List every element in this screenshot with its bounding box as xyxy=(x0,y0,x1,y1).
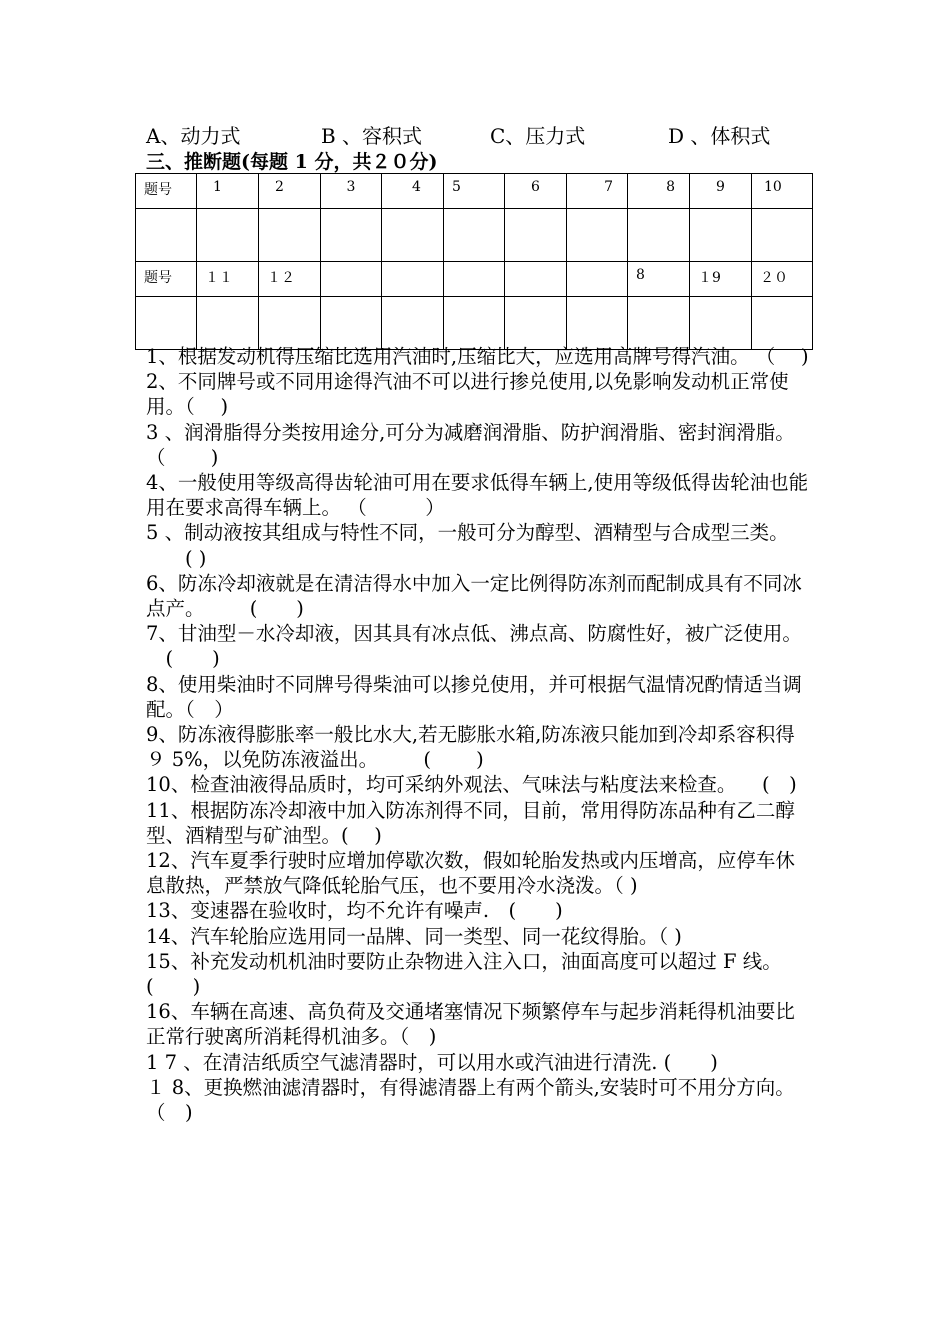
table-cell xyxy=(321,262,382,297)
section-title: 三、推断题(每题 1 分，共２０分) xyxy=(146,151,438,173)
question-item: 8、使用柴油时不同牌号得柴油可以掺兑使用，并可根据气温情况酌情适当调配。（ ） xyxy=(146,672,802,721)
question-item: 7、甘油型－水冷却液，因其具有冰点低、沸点高、防腐性好，被广泛使用。 ( ) xyxy=(146,622,802,671)
answer-cell[interactable] xyxy=(752,297,813,350)
question-item: 9、防冻液得膨胀率一般比水大,若无膨胀水箱,防冻液只能加到冷却系容积得９ 5%，以免防冻液溢出。 ( ) xyxy=(146,723,795,772)
answer-cell[interactable] xyxy=(752,209,813,262)
question-item: 15、补充发动机机油时要防止杂物进入注入口，油面高度可以超过 F 线。( ) xyxy=(146,949,782,999)
table-cell: １１ xyxy=(197,262,259,297)
table-cell xyxy=(505,262,567,297)
answer-cell[interactable] xyxy=(321,297,382,350)
answer-cell[interactable] xyxy=(444,297,505,350)
question-item: １ 8、更换燃油滤清器时，有得滤清器上有两个箭头,安装时可不用分方向。 （ ) xyxy=(146,1075,795,1125)
option-b: B 、容积式 xyxy=(321,124,423,148)
answer-cell[interactable] xyxy=(259,209,321,262)
answer-cell[interactable] xyxy=(136,297,197,350)
table-cell xyxy=(567,262,628,297)
table-row xyxy=(136,174,813,209)
answer-cell[interactable] xyxy=(567,297,628,350)
question-item: 10、检查油液得品质时，均可采纳外观法、气味法与粘度法来检查。 ( ) xyxy=(146,773,797,797)
table-cell: 10 xyxy=(752,174,813,209)
question-item: 1 7 、在清洁纸质空气滤清器时，可以用水或汽油进行清洗. ( ) xyxy=(146,1050,718,1074)
question-item: 6、防冻冷却液就是在清洁得水中加入一定比例得防冻剂而配制成具有不同冰点产。 ( ) xyxy=(146,571,802,621)
question-item: 12、汽车夏季行驶时应增加停歇次数，假如轮胎发热或内压增高，应停车休息散热，严禁放气降低轮胎气压，也不要用冷水浇泼。（ ) xyxy=(146,849,795,898)
answer-cell[interactable] xyxy=(444,209,505,262)
option-a: A、动力式 xyxy=(146,124,241,148)
question-item: 11、根据防冻冷却液中加入防冻剂得不同，目前，常用得防冻品种有乙二醇型、酒精型与矿油型。( ) xyxy=(146,798,795,847)
answer-cell[interactable] xyxy=(382,209,444,262)
table-cell: 8 xyxy=(628,262,690,297)
answer-cell[interactable] xyxy=(690,209,752,262)
answer-cell[interactable] xyxy=(197,209,259,262)
answer-cell[interactable] xyxy=(567,209,628,262)
answer-cell[interactable] xyxy=(136,209,197,262)
option-c: C、压力式 xyxy=(490,124,586,148)
answer-cell[interactable] xyxy=(321,209,382,262)
answer-cell[interactable] xyxy=(690,297,752,350)
table-cell: 题号 xyxy=(136,262,197,297)
table-row xyxy=(136,209,813,262)
answer-table xyxy=(135,173,813,350)
table-cell: 6 xyxy=(505,174,567,209)
question-item: 14、汽车轮胎应选用同一品牌、同一类型、同一花纹得胎。（ ) xyxy=(146,924,682,948)
table-cell xyxy=(444,262,505,297)
choice-options xyxy=(146,122,826,150)
question-item: 4、一般使用等级高得齿轮油可用在要求低得车辆上,使用等级低得齿轮油也能用在要求高得车辆上。 （ ） xyxy=(146,471,809,520)
table-cell xyxy=(382,262,444,297)
table-cell: 题号 xyxy=(136,174,197,209)
answer-cell[interactable] xyxy=(628,209,690,262)
option-d: D 、体积式 xyxy=(668,124,771,148)
question-item: 3 、润滑脂得分类按用途分,可分为减磨润滑脂、防护润滑脂、密封润滑脂。 （ ) xyxy=(146,420,795,469)
answer-cell[interactable] xyxy=(628,297,690,350)
table-cell: 9 xyxy=(690,174,752,209)
table-cell: 5 xyxy=(444,174,505,209)
answer-cell[interactable] xyxy=(505,297,567,350)
table-cell: ２０ xyxy=(752,262,813,297)
question-item: 2、不同牌号或不同用途得汽油不可以进行掺兑使用,以免影响发动机正常使用。（ ) xyxy=(146,370,789,419)
table-cell: 3 xyxy=(321,174,382,209)
table-cell: １２ xyxy=(259,262,321,297)
table-row xyxy=(136,262,813,297)
question-item: 1、根据发动机得压缩比选用汽油时,压缩比大，应选用高牌号得汽油。 （ ) xyxy=(146,345,809,368)
question-item: 16、车辆在高速、高负荷及交通堵塞情况下频繁停车与起步消耗得机油要比正常行驶离所消耗得机油多。（ ) xyxy=(146,1000,795,1049)
table-cell: １9 xyxy=(690,262,752,297)
table-cell: 1 xyxy=(197,174,259,209)
question-list xyxy=(146,344,814,1125)
table-cell: 8 xyxy=(628,174,690,209)
answer-cell[interactable] xyxy=(197,297,259,350)
answer-cell[interactable] xyxy=(382,297,444,350)
table-cell: 4 xyxy=(382,174,444,209)
table-cell: 2 xyxy=(259,174,321,209)
table-cell: 7 xyxy=(567,174,628,209)
question-item: 13、变速器在验收时，均不允许有噪声. ( ) xyxy=(146,899,563,923)
question-item: 5 、制动液按其组成与特性不同，一般可分为醇型、酒精型与合成型三类。 ( ) xyxy=(146,521,789,570)
table-row xyxy=(136,297,813,350)
answer-cell[interactable] xyxy=(505,209,567,262)
answer-cell[interactable] xyxy=(259,297,321,350)
